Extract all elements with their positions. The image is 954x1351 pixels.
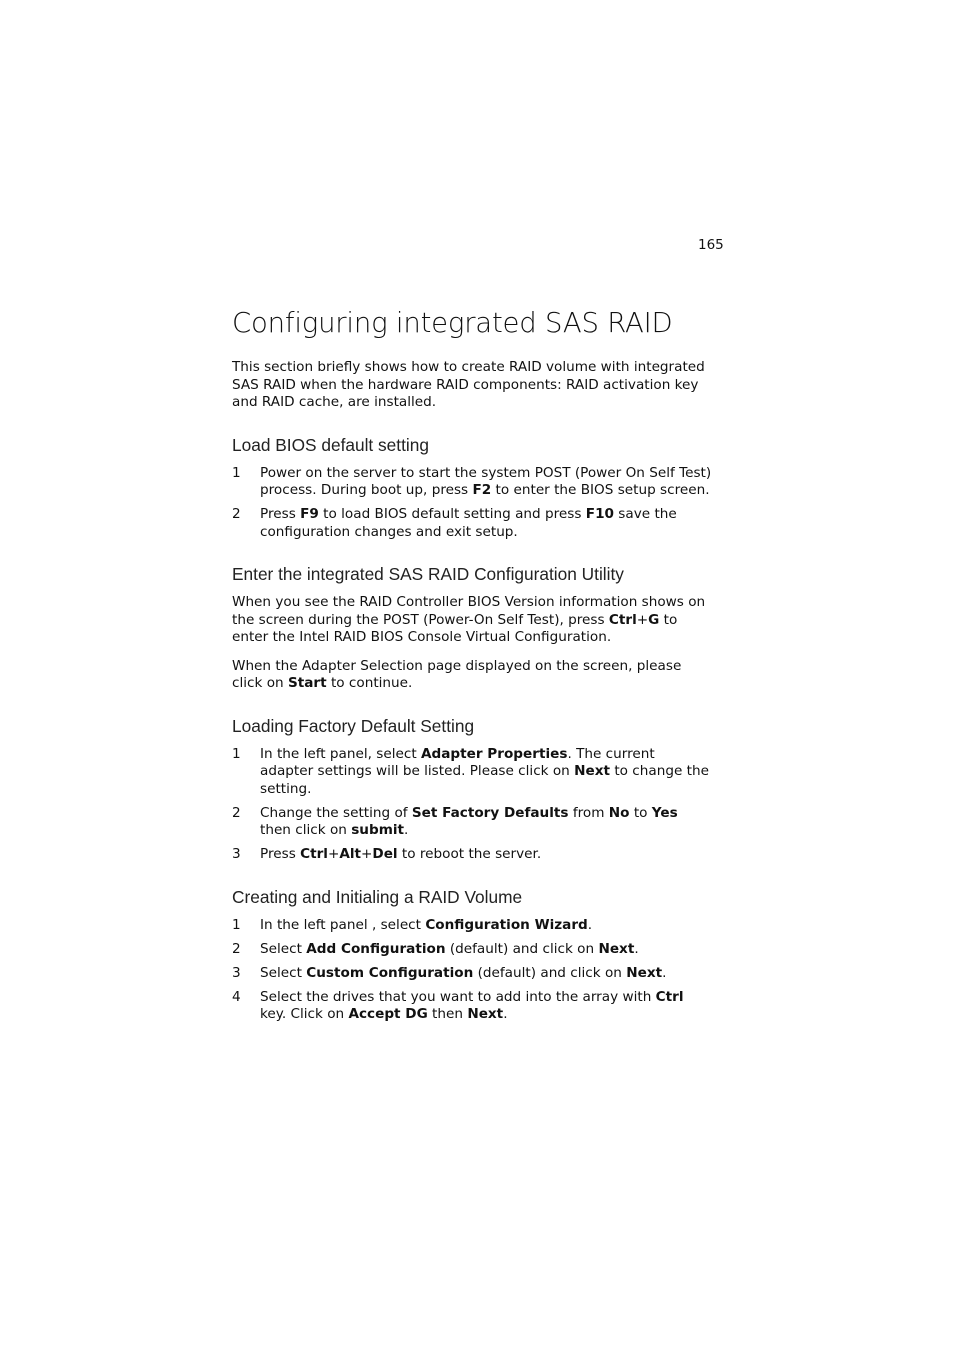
section-heading: Enter the integrated SAS RAID Configuration Utility [232,564,624,584]
text-run: + [327,846,340,862]
bold-term: Ctrl [608,611,637,628]
text-run: to [629,804,652,821]
bold-term: G [648,611,660,628]
text-run: to load BIOS default setting and press [318,506,586,522]
page-title: Configuring integrated SAS RAID [232,307,673,339]
list-number: 4 [232,988,241,1005]
numbered-list [232,746,712,864]
bold-term: Ctrl [300,846,328,862]
text-run: to reboot the server. [397,846,542,862]
bold-term: Next [626,964,663,981]
text-run: . [404,822,409,838]
bold-term: Accept DG [348,1006,428,1022]
list-item [232,805,712,840]
body-paragraph [232,594,712,647]
text-run: key. Click on [260,1006,349,1022]
bold-term: Adapter Properties [420,745,568,762]
section-heading: Load BIOS default setting [232,434,429,455]
bold-term: Custom Configuration [306,964,474,981]
intro-paragraph: This section briefly shows how to create RAID volume with integrated SAS RAID when the hardware RAID components: RAID activation key and RAID cache, are installed. [232,359,705,410]
text-run: Select [260,964,307,981]
bold-term: F9 [300,506,319,522]
text-run: Select [260,940,307,957]
list-item [232,746,712,799]
text-run: to change the setting. [260,763,709,797]
text-run: . [662,964,667,981]
numbered-list [232,465,712,542]
text-run: Change the setting of [260,804,412,821]
text-run: to enter the Intel RAID BIOS Console Virtual Configuration. [232,611,678,645]
text-run: (default) and click on [445,940,599,957]
text-run: Press [260,506,301,522]
list-item [232,989,712,1024]
section-heading: Loading Factory Default Setting [232,715,475,736]
text-run: to continue. [326,675,413,691]
bold-term: No [608,804,630,821]
text-run: When you see the RAID Controller BIOS Version information shows on the screen during the POST (Power-On Self Test), press [232,594,706,628]
numbered-list [232,917,712,1024]
bold-term: Next [574,763,610,779]
document-body [232,305,712,1030]
list-number: 1 [232,745,241,762]
text-run: When the Adapter Selection page displayed on the screen, please click on [232,657,682,691]
text-run: save the configuration changes and exit setup. [260,506,677,540]
text-run: then click on [260,822,352,838]
text-run: Power on the server to start the system POST (Power On Self Test) process. During boot up, press [260,464,712,498]
bold-term: Yes [651,804,678,821]
list-number: 1 [232,916,241,933]
list-item [232,965,712,983]
bold-term: Configuration Wizard [425,916,588,933]
body-paragraph [232,658,712,693]
bold-term: submit [351,822,405,838]
list-item [232,917,712,935]
text-run: to enter the BIOS setup screen. [491,482,710,498]
text-run: Select the drives that you want to add into the array with [260,988,656,1005]
list-item [232,941,712,959]
text-run: + [636,611,649,628]
bold-term: Add Configuration [306,940,446,957]
list-number: 2 [232,804,241,821]
text-run: from [568,804,609,821]
text-run: In the left panel , select [260,916,426,933]
list-item [232,465,712,500]
sections-container [232,434,712,1024]
bold-term: F2 [472,482,492,498]
bold-term: Ctrl [655,988,684,1005]
list-number: 2 [232,506,241,522]
list-number: 2 [232,940,241,957]
bold-term: Next [467,1006,504,1022]
text-run: . [634,940,639,957]
bold-term: Next [598,940,635,957]
text-run: . [587,916,593,933]
bold-term: Alt [339,846,362,862]
bold-term: F10 [585,506,614,522]
bold-term: Set Factory Defaults [411,804,569,821]
text-run: then [427,1006,468,1022]
bold-term: Del [372,846,398,862]
section-heading: Creating and Initialing a RAID Volume [232,886,523,907]
page-number: 165 [698,237,724,253]
list-number: 3 [232,846,241,862]
bold-term: Start [287,675,327,691]
text-run: . The current adapter settings will be listed. Please click on [260,745,655,779]
list-item [232,846,712,864]
text-run: In the left panel, select [260,745,421,762]
list-number: 3 [232,964,241,981]
list-item [232,506,712,541]
text-run: Press [260,846,301,862]
text-run: + [361,846,373,862]
text-run: . [503,1006,508,1022]
list-number: 1 [232,464,241,481]
text-run: (default) and click on [473,964,627,981]
